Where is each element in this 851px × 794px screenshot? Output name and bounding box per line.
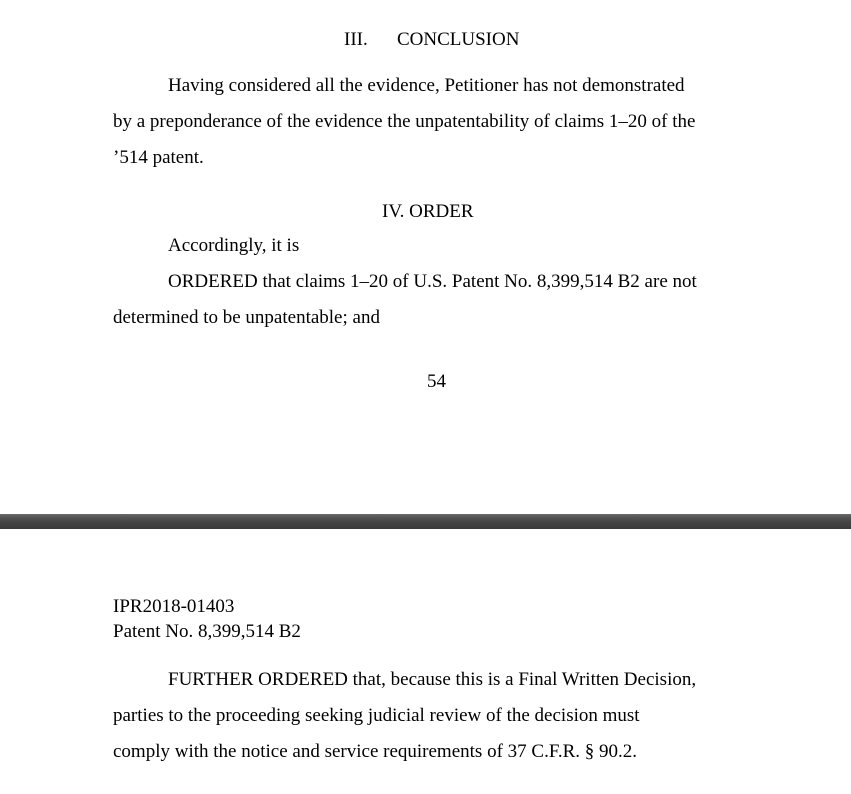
page-divider <box>0 514 851 529</box>
conclusion-line: by a preponderance of the evidence the unpatentability of claims 1–20 of the <box>113 111 696 132</box>
further-ordered-line: parties to the proceeding seeking judicial review of the decision must <box>113 705 640 726</box>
section-title-conclusion: CONCLUSION <box>397 29 520 50</box>
order-line: determined to be unpatentable; and <box>113 307 380 328</box>
document-page-55 <box>0 529 851 794</box>
conclusion-line: ’514 patent. <box>113 147 204 168</box>
order-line: ORDERED that claims 1–20 of U.S. Patent No. 8,399,514 B2 are not <box>168 271 697 292</box>
section-number-iii: III. <box>344 29 368 50</box>
conclusion-line: Having considered all the evidence, Petitioner has not demonstrated <box>168 75 685 96</box>
further-ordered-line: FURTHER ORDERED that, because this is a Final Written Decision, <box>168 669 697 690</box>
section-heading-order: IV. ORDER <box>382 201 474 222</box>
order-line: Accordingly, it is <box>168 235 300 256</box>
patent-number: Patent No. 8,399,514 B2 <box>113 621 301 642</box>
further-ordered-line: comply with the notice and service requirements of 37 C.F.R. § 90.2. <box>113 741 638 762</box>
page-number: 54 <box>427 371 446 392</box>
case-number: IPR2018-01403 <box>113 596 235 617</box>
